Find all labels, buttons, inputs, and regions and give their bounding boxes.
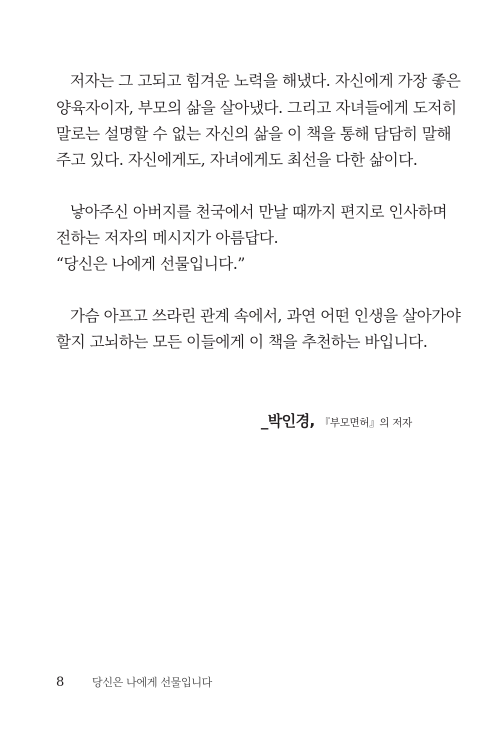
- paragraph-2-line-1: 낳아주신 아버지를 천국에서 만날 때까지 편지로 인사하며: [70, 203, 447, 221]
- page-number: 8: [56, 675, 65, 690]
- paragraph-3-line-1: 가슴 아프고 쓰라린 관계 속에서, 과연 어떤 인생을 살아가야: [70, 307, 461, 325]
- paragraph-1-line-3: 말로는 설명할 수 없는 자신의 삶을 이 책을 통해 담담히 말해: [56, 125, 452, 143]
- author-book-reference: 『부모면허』의 저자: [319, 417, 412, 429]
- endorsement-signature: [261, 413, 412, 429]
- author-name: _박인경,: [260, 412, 315, 430]
- paragraph-3-line-2: 할지 고뇌하는 모든 이들에게 이 책을 추천하는 바입니다.: [56, 333, 428, 351]
- running-title: 당신은 나에게 선물입니다: [92, 676, 212, 689]
- paragraph-1-line-2: 양육자이자, 부모의 삶을 살아냈다. 그리고 자녀들에게 도저히: [56, 99, 457, 117]
- paragraph-2-line-2: 전하는 저자의 메시지가 아름답다.: [56, 229, 279, 247]
- paragraph-1-line-1: 저자는 그 고되고 힘겨운 노력을 해냈다. 자신에게 가장 좋은: [70, 72, 461, 90]
- paragraph-2-quote: “당신은 나에게 선물입니다.”: [56, 255, 245, 273]
- paragraph-1-line-4: 주고 있다. 자신에게도, 자녀에게도 최선을 다한 삶이다.: [56, 151, 418, 169]
